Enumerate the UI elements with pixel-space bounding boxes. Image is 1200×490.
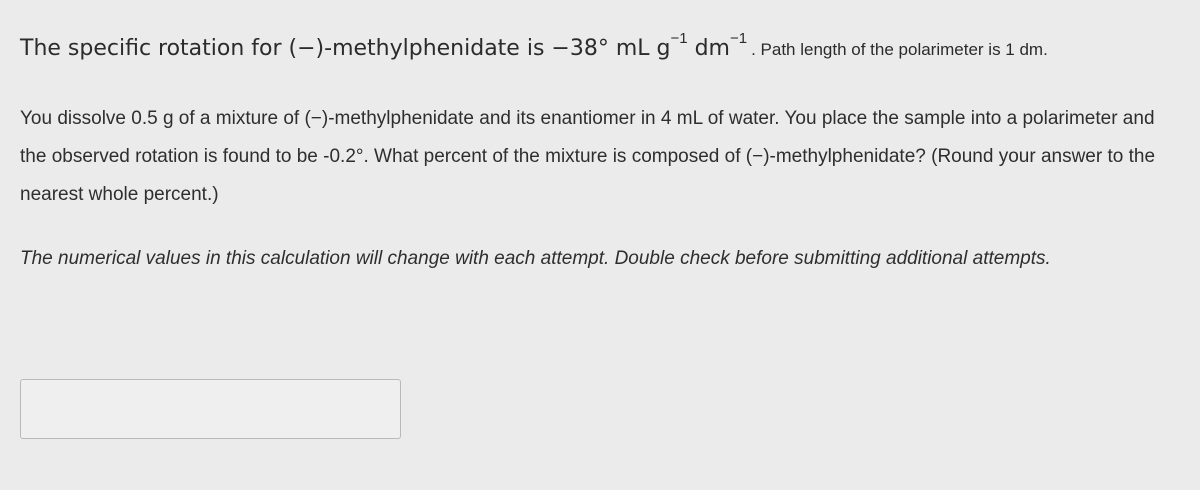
path-length-text: . Path length of the polarimeter is 1 dm. (751, 40, 1048, 59)
exponent-g: −1 (670, 30, 688, 48)
exponent-dm: −1 (729, 30, 748, 48)
attempt-note: The numerical values in this calculation will change with each attempt. Double check before submitting additional attempts. (20, 248, 1051, 269)
specific-rotation-statement (20, 30, 1048, 61)
unit-dm: dm (687, 36, 730, 61)
answer-input[interactable] (20, 379, 401, 439)
question-paragraph: You dissolve 0.5 g of a mixture of (−)-methylphenidate and its enantiomer in 4 mL of water. You place the sample into a polarimeter and the observed rotation is found to be -0.2°. What percent of the mixture is composed of (−)-methylphenidate? (Round your answer to the nearest whole percent.) (20, 108, 1156, 205)
specific-rotation-text: The specific rotation for (−)-methylphenidate is −38° mL g (20, 36, 671, 61)
